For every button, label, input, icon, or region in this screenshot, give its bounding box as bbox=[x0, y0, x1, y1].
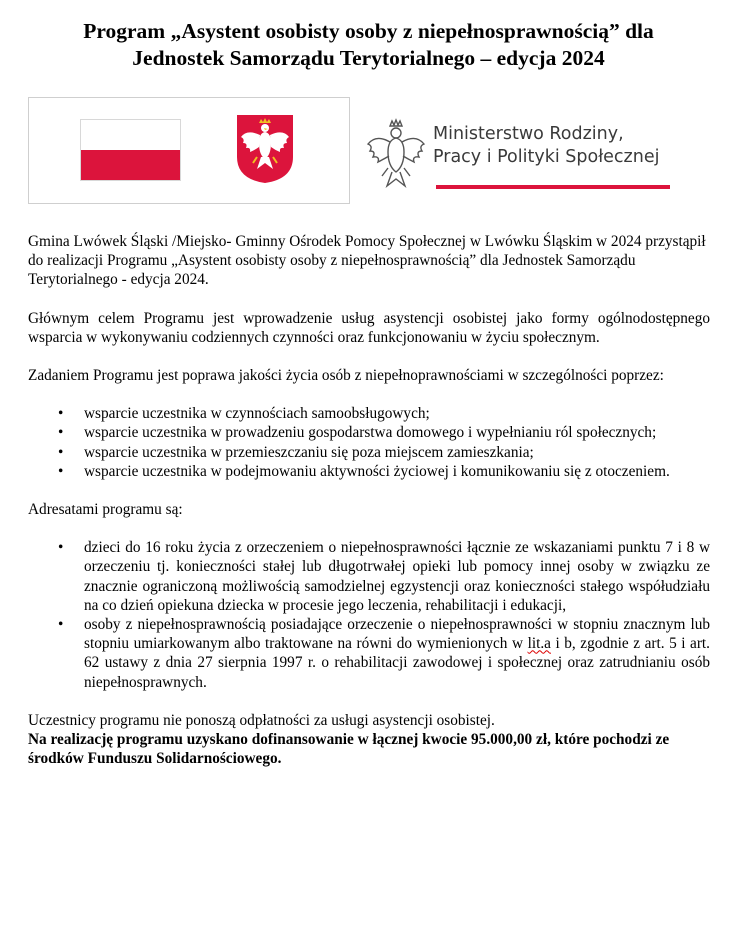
ministry-name-line-2: Pracy i Polityki Społecznej bbox=[433, 147, 660, 167]
page-title bbox=[20, 18, 717, 72]
list-item: • osoby z niepełnosprawnością posiadające orzeczenie o niepełnosprawności w stopniu znacznym lub stopniu umiarkowanym albo traktowane na równi do wymienionych w lit.a i b, zgodnie z art. 5 i art. 62 ustawy z dnia 27 sierpnia 1997 r. o rehabilitacji zawodowej i społecznej oraz zatrudnianiu osób niepełnosprawnych. bbox=[58, 616, 711, 691]
national-symbols-logo bbox=[28, 97, 350, 204]
document-body bbox=[28, 232, 710, 768]
list-item: • dzieci do 16 roku życia z orzeczeniem o niepełnosprawności łącznie ze wskazaniami punktu 7 i 8 w orzeczeniu tj. konieczności stałej lub długotrwałej opieki lub pomocy innej osoby w związku ze znacznie ograniczoną możliwością samodzielnej egzystencji oraz konieczności stałego współudziału na co dzień opiekuna dziecka w procesie jego leczenia, rehabilitacji i edukacji, bbox=[58, 539, 710, 614]
spellcheck-marked-word: lit.a bbox=[527, 635, 551, 653]
intro-paragraph: Gmina Lwówek Śląski /Miejsko- Gminny Ośrodek Pomocy Społecznej w Lwówku Śląskim w 2024 przystąpił do realizacji Programu „Asystent osobisty osoby z niepełnosprawnością” dla Jednostek Samorządu Terytorialnego - edycja 2024. bbox=[28, 233, 706, 289]
list-item: • wsparcie uczestnika w czynnościach samoobsługowych; bbox=[58, 405, 430, 423]
ministry-flag-bar-red bbox=[436, 185, 670, 189]
title-line-2: Jednostek Samorządu Terytorialnego – edycja 2024 bbox=[132, 46, 605, 70]
goal-paragraph: Głównym celem Programu jest wprowadzenie usług asystencji osobistej jako formy ogólnodostępnego wsparcia w wykonywaniu codziennych czynności oraz funkcjonowaniu w życiu społecznym. bbox=[28, 309, 710, 346]
polish-flag-icon bbox=[80, 119, 181, 181]
ministry-name-line-1: Ministerstwo Rodziny, bbox=[433, 124, 624, 144]
coat-of-arms-icon bbox=[235, 113, 295, 185]
task-list bbox=[28, 404, 710, 481]
addressees-intro: Adresatami programu są: bbox=[28, 501, 183, 519]
ministry-eagle-icon bbox=[364, 116, 428, 194]
task-intro-paragraph: Zadaniem Programu jest poprawa jakości życia osób z niepełnoprawnościami w szczególności poprzez: bbox=[28, 367, 664, 385]
addressees-list bbox=[28, 538, 710, 692]
ministry-logo bbox=[364, 116, 684, 196]
ministry-name bbox=[433, 123, 659, 169]
funding-paragraph: Na realizację programu uzyskano dofinansowanie w łącznej kwocie 95.000,00 zł, które pochodzi ze środków Funduszu Solidarnościowego. bbox=[28, 731, 670, 768]
list-item: • wsparcie uczestnika w podejmowaniu aktywności życiowej i komunikowaniu się z otoczeniem. bbox=[58, 462, 670, 480]
no-fee-paragraph: Uczestnicy programu nie ponoszą odpłatności za usługi asystencji osobistej. bbox=[28, 711, 495, 729]
list-item: • wsparcie uczestnika w prowadzeniu gospodarstwa domowego i wypełnianiu ról społecznych; bbox=[58, 424, 657, 442]
list-item: • wsparcie uczestnika w przemieszczaniu się poza miejscem zamieszkania; bbox=[58, 443, 534, 461]
title-line-1: Program „Asystent osobisty osoby z niepełnosprawnością” dla bbox=[83, 19, 654, 43]
